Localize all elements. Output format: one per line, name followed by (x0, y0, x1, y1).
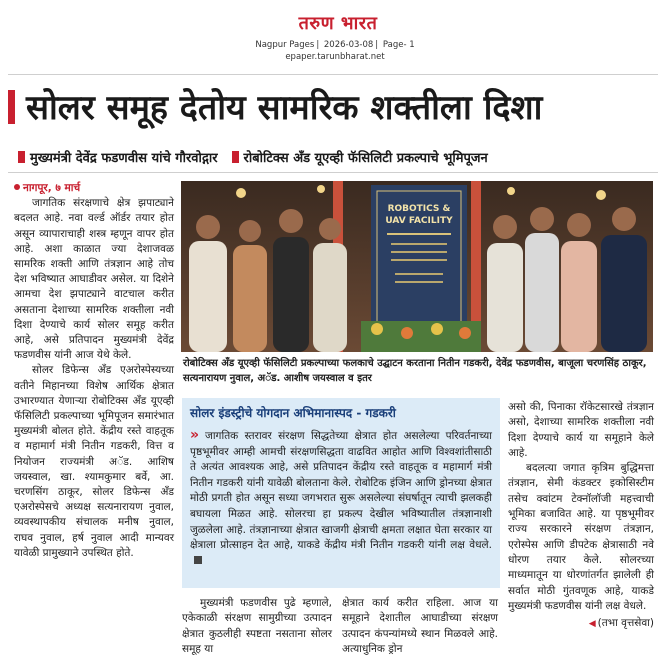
plaque-line-1: ROBOTICS & (387, 204, 451, 214)
paragraph-text: जागतिक संरक्षणाचे क्षेत्र झपाट्याने बदलत आहे. नवा वर्ल्ड ऑर्डर तयार होत असून व्यापाराचाही शस्त्र म्हणून वापर होत आहे. अशा काळात ज्या देशाजवळ सामरिक शक्ती आणि तंत्रज्ञान आहे तोच देश भविष्यात आघाडीवर असेल. या दिशेने आमचा देश झपाट्याने वाटचाल करीत असताना देशाच्या सामरिक शक्तीला नवी दिशा देण्याचे कार्य सोलर समूह करीत आहे, असे प्रतिपादन मुख्यमंत्री देवेंद्र फडणवीस यांनी आज येथे केले. (14, 197, 174, 362)
subheadline-2: रोबोटिक्स अँड यूएव्ही फॅसिलिटी प्रकल्पाचे भूमिपूजन (243, 151, 488, 166)
divider (8, 74, 658, 75)
page-number: Page- 1 (382, 40, 415, 50)
article-paragraph: क्षेत्रात कार्य करीत राहिला. आज या समूहाने देशातील आघाडीच्या संरक्षण उत्पादन कंपन्यांमध्ये स्थान मिळवले आहे. अत्याधुनिक ड्रोन (342, 597, 498, 655)
article-right-column (508, 400, 654, 632)
sidebar-article-box (182, 398, 500, 588)
edition-info: Nagpur Pages | 2026-03-08 | Page- 1 (255, 40, 415, 50)
plaque-line-2: UAV FACILITY (385, 216, 453, 226)
article-paragraph: बदलत्या जगात कृत्रिम बुद्धिमत्ता तंत्रज्ञान, सेमी कंडक्टर इकोसिस्टीम तसेच क्वांटम टेक्नॉलॉजी महत्त्वाची भूमिका बजावित आहे. या पृष्ठभूमीवर राज्य सरकारने संरक्षण तंत्रज्ञान, एरोस्पेस आणि डीपटेक क्षेत्रासाठी नवे धोरण तयार केले. सोलरच्या माध्यमातून या धोरणांतर्गत झालेली ही सर्वात मोठी गुंतवणूक आहे, याकडे मुख्यमंत्री फडणवीस यांनी लक्ष वेधले. (508, 462, 654, 612)
square-bullet-icon (232, 151, 239, 163)
edition-name: Nagpur Pages (255, 40, 315, 50)
article-column-bottom-2 (342, 596, 498, 657)
article-column-bottom-1 (182, 596, 332, 657)
headline (8, 86, 658, 132)
news-credit (508, 616, 654, 632)
box-title: सोलर इंडस्ट्रीचे योगदान अभिमानास्पद - गडकरी (190, 406, 396, 420)
chevron-right-icon: » (190, 427, 200, 443)
box-body-text: जागतिक स्तरावर संरक्षण सिद्धतेच्या क्षेत्रात होत असलेल्या परिवर्तनाच्या पृष्ठभूमीवर आम्ही आमची संरक्षणसिद्धता वाढवित आहोत आणि विश्वशांतीसाठी ते अत्यंत आवश्यक आहे, असे प्रतिपादन केंद्रीय रस्ते वाहतूक व महामार्ग मंत्री नितीन गडकरी यांनी यावेळी बोलताना केले. रोबोटिक इंजिन आणि ड्रोनच्या क्षेत्रात मोठी प्रगती होत असून सध्या जगभरात सुरू असलेल्या संघर्षातून त्याची झलकही बघायला मिळत आहे. सोलरचा हा प्रकल्प देखील भविष्यातील तंत्रज्ञानाशी जुळलेला आहे. तंत्रज्ञानाच्या क्षेत्रात खाजगी क्षेत्राची क्षमता लक्षात घेता सरकार या क्षेत्राला प्रोत्साहन देत आहे, याकडे केंद्रीय मंत्री नितीन गडकरी यांनी लक्ष वेधले. (190, 430, 492, 552)
divider (8, 172, 658, 173)
headline-text: सोलर समूह देतोय सामरिक शक्तीला दिशा (26, 88, 543, 128)
masthead (0, 0, 666, 66)
event-photo-illustration (181, 181, 653, 352)
square-bullet-icon (18, 151, 25, 163)
triangle-left-icon: ◀ (588, 619, 596, 630)
newspaper-logo[interactable] (278, 10, 398, 36)
photo-caption: रोबोटिक्स अँड यूएव्ही फॅसिलिटी प्रकल्पाच्या फलकाचे उद्घाटन करताना नितीन गडकरी, देवेंद्र फडणवीस, बाजूला चरणसिंह ठाकूर, सत्यनारायण नुवाल, अॅड. आशीष जयस्वाल व इतर (183, 358, 647, 384)
dateline: नागपूर, ७ मार्च (23, 182, 81, 194)
event-photo[interactable] (181, 181, 653, 352)
headline-accent-bar (8, 90, 15, 124)
box-body (190, 428, 492, 569)
edition-date: 2026-03-08 (323, 40, 374, 50)
end-square-icon (194, 556, 202, 564)
subheadline-row (18, 148, 658, 168)
bullet-icon (14, 184, 20, 190)
article-paragraph (14, 181, 174, 363)
article-paragraph: सोलर डिफेन्स अँड एअरोस्पेस्यच्या वतीने मिहानच्या विशेष आर्थिक क्षेत्रात उभारण्यात येणाऱ्या रोबोटिक्स अँड यूएव्ही फॅसिलिटी प्रकल्पाच्या भूमिपूजन समारंभात मुख्यमंत्री बोलत होते. केंद्रीय रस्ते वाहतूक व महामार्ग मंत्री नितीन गडकरी, वित्त व नियोजन राज्यमंत्री अॅड. आशिष जयस्वाल, खा. श्यामकुमार बर्वे, आ. चरणसिंग ठाकूर, सोलर डिफेन्स अँड एअरोस्पेसचे अध्यक्ष सत्यनारायण नुवाल, व्यवस्थापकीय संचालक मनीष नुवाल, राघव नुवाल, हर्ष नुवाल आदी मान्यवर यावेळी प्रामुख्याने उपस्थित होते. (14, 364, 174, 559)
subheadline-1: मुख्यमंत्री देवेंद्र फडणवीस यांचे गौरवोद्गार (30, 151, 218, 166)
article-left-column (14, 181, 174, 561)
site-url[interactable]: epaper.tarunbharat.net (285, 52, 385, 62)
credit-text: (तभा वृत्तसेवा) (597, 617, 654, 630)
article-paragraph: असो की, पिनाका रॉकेटसारखे तंत्रज्ञान असो, देशाच्या सामरिक शक्तीला नवी दिशा देण्याचे कार्य या समूहाने केले आहे. (508, 401, 654, 459)
logo-text: तरुण भारत (298, 13, 378, 34)
article-paragraph: मुख्यमंत्री फडणवीस पुढे म्हणाले, एकेकाळी संरक्षण सामुग्रीच्या उत्पादन क्षेत्रात कुठलीही स्पष्टता नसताना सोलर समूह या (182, 597, 332, 655)
